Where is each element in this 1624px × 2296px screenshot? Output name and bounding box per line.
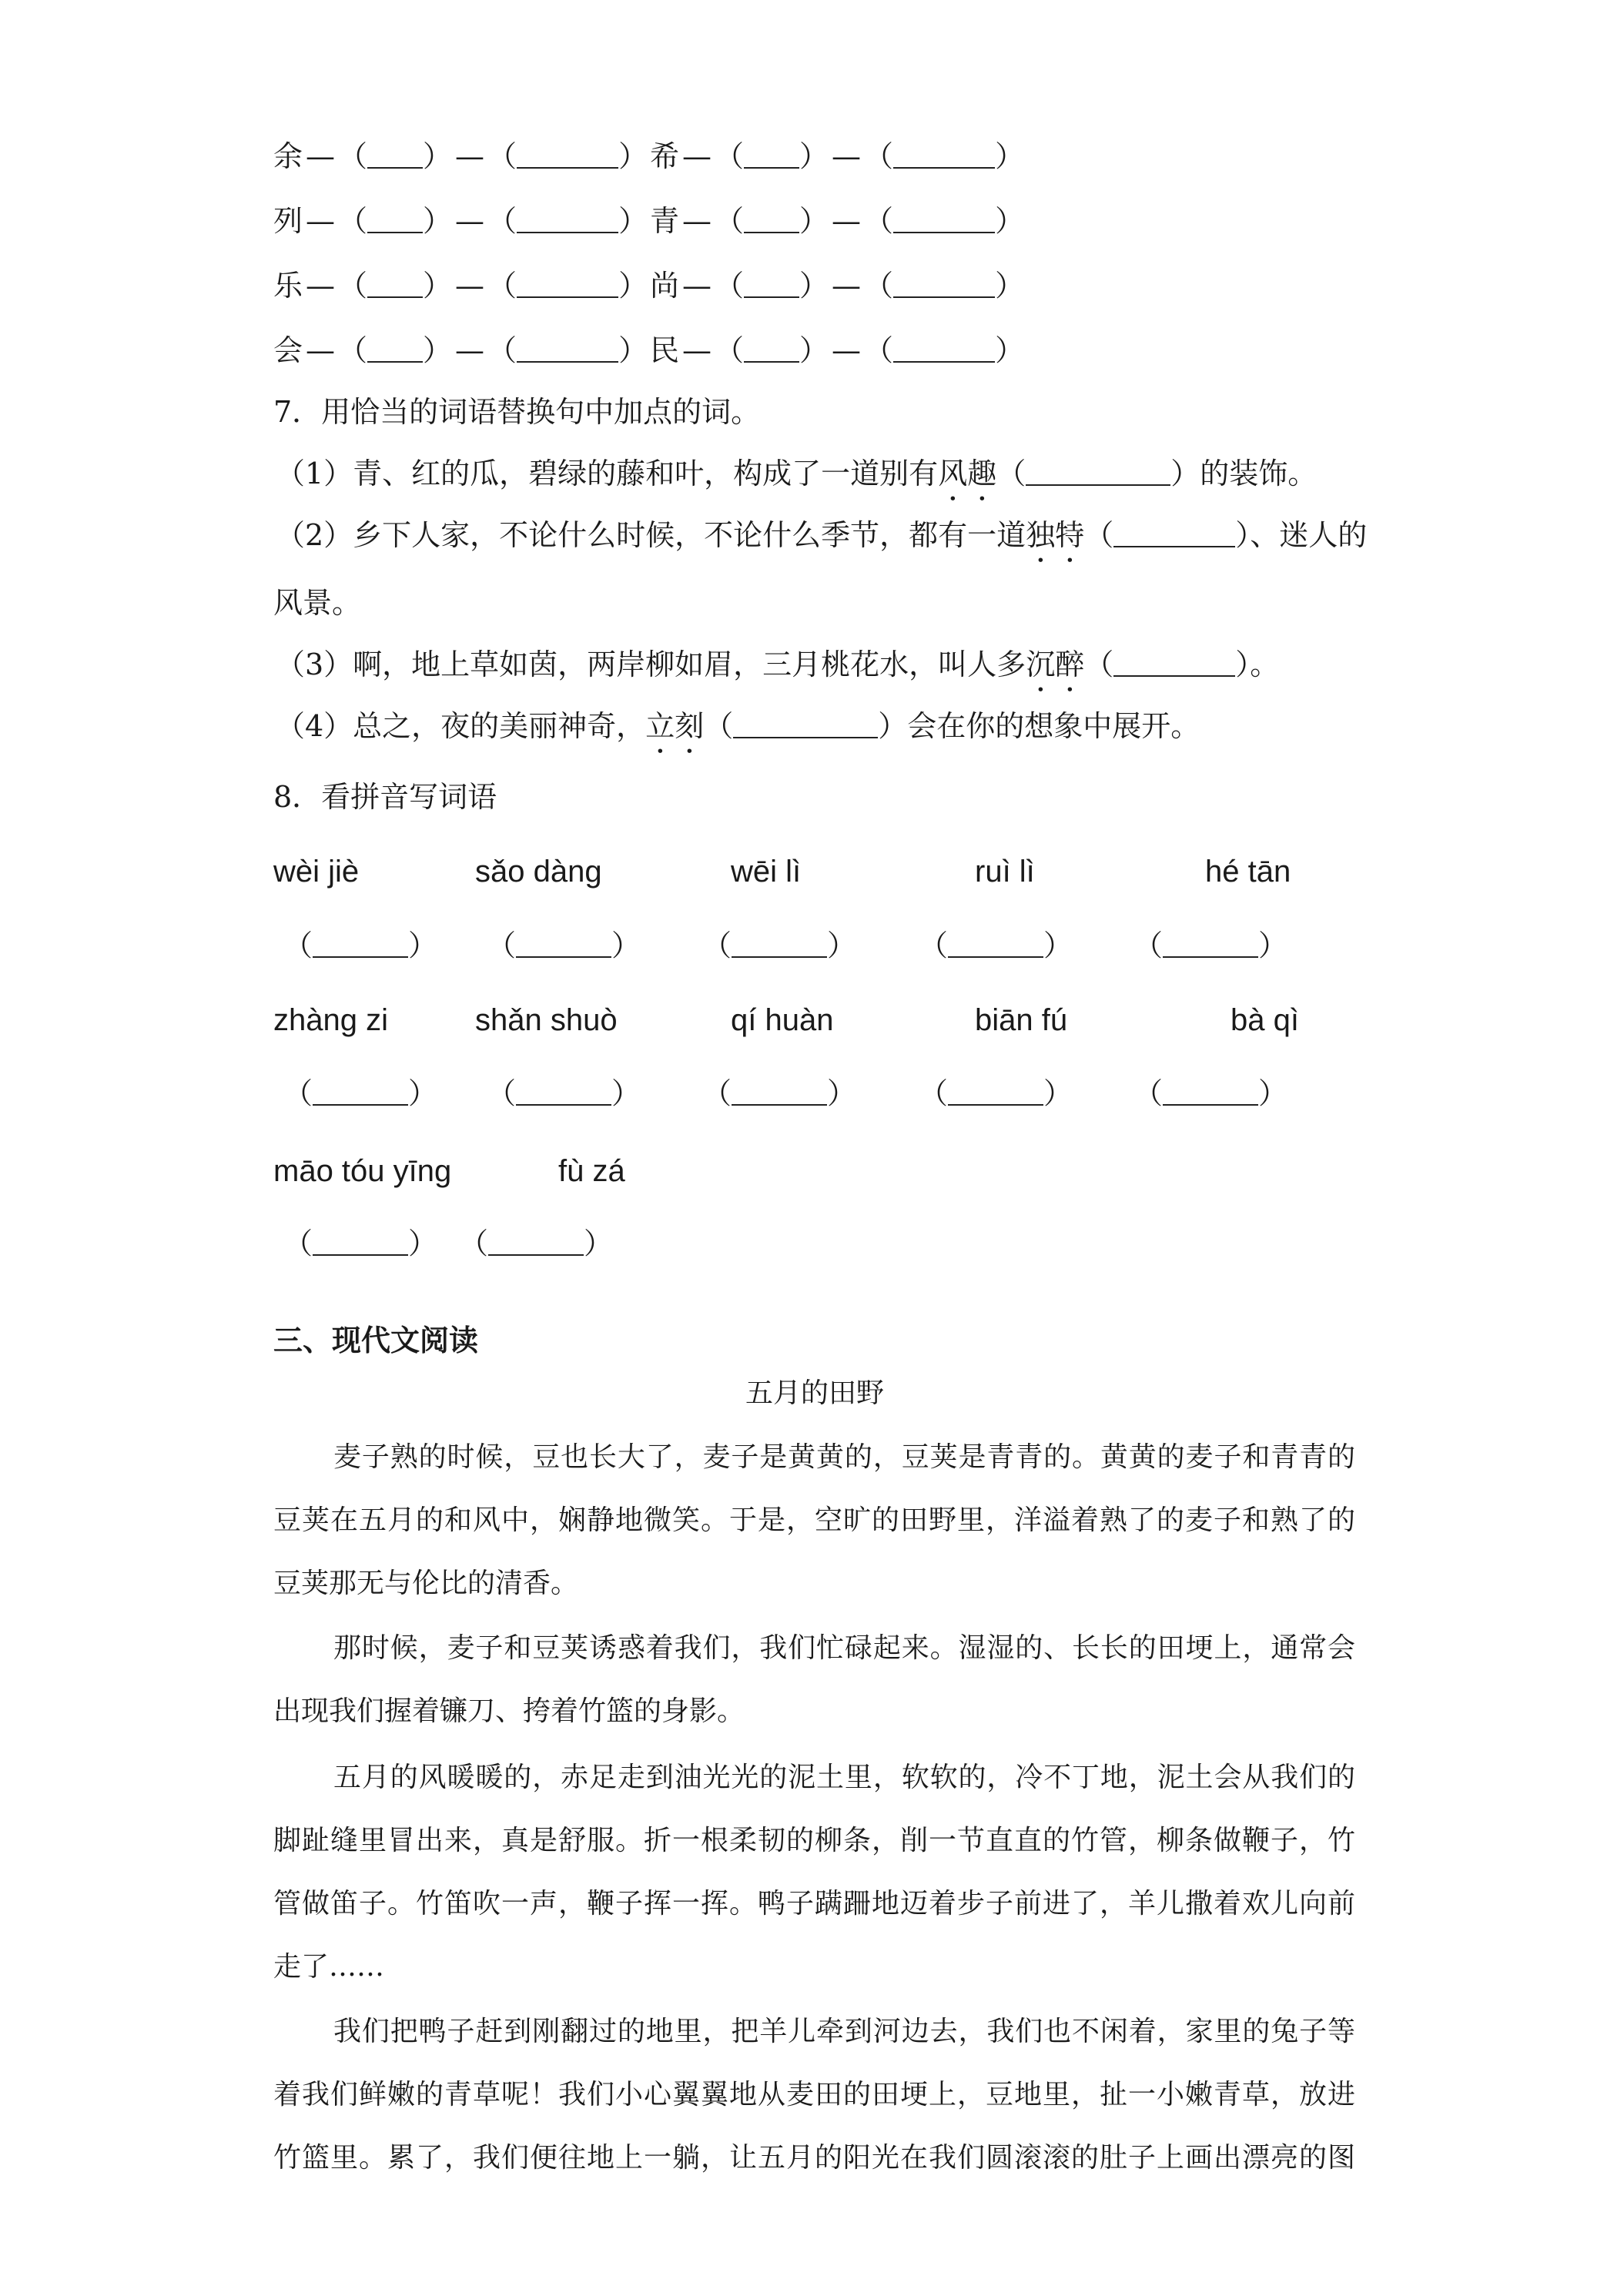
close-paren: ） xyxy=(827,1076,857,1110)
close-paren: ） xyxy=(995,269,1025,303)
word-group-item xyxy=(650,333,1024,367)
paragraph-line: 走了…… xyxy=(273,1951,385,1983)
answer-blank[interactable] xyxy=(517,333,618,363)
answer-blank[interactable] xyxy=(367,269,423,298)
word-group-item xyxy=(273,139,648,173)
close-paren: ） xyxy=(618,204,648,238)
dash: — xyxy=(455,204,485,238)
open-paren: （ xyxy=(487,139,517,173)
answer-box xyxy=(283,1227,437,1260)
answer-box xyxy=(487,929,641,962)
word-group-char: 余 xyxy=(273,139,303,173)
close-paren: ） xyxy=(995,204,1025,238)
answer-blank[interactable] xyxy=(948,1076,1043,1106)
emphasized-word: 风趣 xyxy=(938,457,997,490)
open-paren: （ xyxy=(715,333,745,367)
q7-item xyxy=(276,518,1367,552)
pinyin-prompt: hé tān xyxy=(1205,855,1291,889)
word-group-char: 青 xyxy=(650,204,680,238)
sentence-text: （4）总之，夜的美丽神奇， xyxy=(276,709,646,743)
answer-box xyxy=(702,929,856,962)
close-paren: ） xyxy=(1258,929,1288,962)
pinyin-prompt: bà qì xyxy=(1231,1003,1299,1037)
word-group-item xyxy=(650,269,1024,303)
word-group-char: 希 xyxy=(650,139,680,173)
open-paren: （ xyxy=(487,204,517,238)
word-group-item xyxy=(273,204,648,238)
answer-blank[interactable] xyxy=(488,1227,584,1256)
answer-box xyxy=(1133,1076,1287,1110)
open-paren: （ xyxy=(715,139,745,173)
close-paren: ） xyxy=(423,139,453,173)
word-group-item xyxy=(650,139,1024,173)
dash: — xyxy=(832,269,862,303)
dash: — xyxy=(306,333,336,367)
paragraph-line: 五月的风暖暖的，赤足走到油光光的泥土里，软软的，冷不丁地，泥土会从我们的 xyxy=(333,1762,1355,1793)
open-paren: （ xyxy=(704,709,734,743)
word-group-char: 列 xyxy=(273,204,303,238)
close-paren: ） xyxy=(584,1227,614,1260)
paragraph-line: 出现我们握着镰刀、挎着竹篮的身影。 xyxy=(273,1695,745,1727)
answer-blank[interactable] xyxy=(733,709,878,738)
paragraph-line: 管做笛子。竹笛吹一声，鞭子挥一挥。鸭子蹒跚地迈着步子前进了，羊儿撒着欢儿向前 xyxy=(273,1888,1355,1919)
close-paren: ） xyxy=(1043,1076,1073,1110)
open-paren: （ xyxy=(1133,1076,1164,1110)
q7-item xyxy=(276,709,1200,743)
answer-box xyxy=(1133,929,1287,962)
answer-blank[interactable] xyxy=(893,204,995,233)
answer-blank[interactable] xyxy=(313,1227,408,1256)
open-paren: （ xyxy=(919,929,949,962)
word-group-item xyxy=(273,333,648,367)
paragraph-line: 麦子熟的时候，豆也长大了，麦子是黄黄的，豆荚是青青的。黄黄的麦子和青青的 xyxy=(333,1441,1355,1473)
sentence-text: ）的装饰。 xyxy=(1170,457,1318,490)
paragraph-line: 竹篮里。累了，我们便往地上一躺，让五月的阳光在我们圆滚滚的肚子上画出漂亮的图 xyxy=(273,2142,1355,2174)
sentence-text: ）、迷人的 xyxy=(1235,518,1368,552)
open-paren: （ xyxy=(487,333,517,367)
dash: — xyxy=(682,139,712,173)
sentence-text: ）会在你的想象中展开。 xyxy=(878,709,1200,743)
q7-item-continuation: 风景。 xyxy=(273,586,362,620)
open-paren: （ xyxy=(1084,518,1114,552)
close-paren: ） xyxy=(1043,929,1073,962)
close-paren: ） xyxy=(799,333,829,367)
paragraph-line: 脚趾缝里冒出来，真是舒服。折一根柔韧的柳条，削一节直直的竹管，柳条做鞭子，竹 xyxy=(273,1825,1355,1856)
close-paren: ） xyxy=(827,929,857,962)
close-paren: ） xyxy=(799,139,829,173)
section-heading: 三、现代文阅读 xyxy=(273,1323,479,1357)
answer-blank[interactable] xyxy=(313,929,408,958)
dash: — xyxy=(682,269,712,303)
pinyin-prompt: fù zá xyxy=(558,1154,625,1188)
open-paren: （ xyxy=(283,1227,313,1260)
open-paren: （ xyxy=(487,1076,517,1110)
close-paren: ） xyxy=(408,1076,438,1110)
answer-blank[interactable] xyxy=(893,269,995,298)
question-title: 7．用恰当的词语替换句中加点的词。 xyxy=(273,395,761,429)
paragraph-line: 豆荚在五月的和风中，娴静地微笑。于是，空旷的田野里，洋溢着熟了的麦子和熟了的 xyxy=(273,1504,1355,1536)
sentence-text: （1）青、红的瓜，碧绿的藤和叶，构成了一道别有 xyxy=(276,457,939,490)
close-paren: ） xyxy=(618,269,648,303)
answer-blank[interactable] xyxy=(744,139,799,169)
answer-box xyxy=(487,1076,641,1110)
close-paren: ） xyxy=(799,269,829,303)
open-paren: （ xyxy=(715,269,745,303)
sentence-text: （2）乡下人家，不论什么时候，不论什么季节，都有一道 xyxy=(276,518,1026,552)
close-paren: ） xyxy=(618,333,648,367)
answer-blank[interactable] xyxy=(1163,929,1258,958)
open-paren: （ xyxy=(459,1227,489,1260)
pinyin-prompt: wèi jiè xyxy=(273,855,360,889)
dash: — xyxy=(682,333,712,367)
pinyin-prompt: sǎo dàng xyxy=(475,855,602,889)
answer-blank[interactable] xyxy=(744,269,799,298)
sentence-text: ）。 xyxy=(1235,648,1280,681)
paragraph-line: 着我们鲜嫩的青草呢！我们小心翼翼地从麦田的田埂上，豆地里，扯一小嫩青草，放进 xyxy=(273,2079,1355,2110)
open-paren: （ xyxy=(283,929,313,962)
open-paren: （ xyxy=(338,269,368,303)
close-paren: ） xyxy=(995,333,1025,367)
dash: — xyxy=(832,139,862,173)
close-paren: ） xyxy=(611,1076,641,1110)
open-paren: （ xyxy=(702,1076,732,1110)
word-group-item xyxy=(273,269,648,303)
answer-blank[interactable] xyxy=(517,204,618,233)
answer-blank[interactable] xyxy=(732,929,827,958)
open-paren: （ xyxy=(864,204,894,238)
answer-box xyxy=(919,929,1073,962)
dash: — xyxy=(306,204,336,238)
answer-box xyxy=(702,1076,856,1110)
word-group-char: 会 xyxy=(273,333,303,367)
open-paren: （ xyxy=(702,929,732,962)
answer-blank[interactable] xyxy=(744,333,799,363)
word-group-char: 民 xyxy=(650,333,680,367)
answer-blank[interactable] xyxy=(367,139,423,169)
pinyin-prompt: zhàng zi xyxy=(273,1003,388,1037)
paragraph-line: 那时候，麦子和豆荚诱惑着我们，我们忙碌起来。湿湿的、长长的田埂上，通常会 xyxy=(333,1632,1355,1664)
open-paren: （ xyxy=(864,139,894,173)
open-paren: （ xyxy=(487,929,517,962)
open-paren: （ xyxy=(1133,929,1164,962)
word-group-char: 乐 xyxy=(273,269,303,303)
dash: — xyxy=(455,139,485,173)
close-paren: ） xyxy=(408,929,438,962)
emphasized-word: 独特 xyxy=(1026,518,1085,552)
answer-blank[interactable] xyxy=(516,929,611,958)
answer-blank[interactable] xyxy=(367,204,423,233)
answer-blank[interactable] xyxy=(744,204,799,233)
open-paren: （ xyxy=(487,269,517,303)
answer-blank[interactable] xyxy=(313,1076,408,1106)
dash: — xyxy=(455,333,485,367)
dash: — xyxy=(682,204,712,238)
passage-title: 五月的田野 xyxy=(745,1377,884,1409)
pinyin-prompt: ruì lì xyxy=(975,855,1035,889)
answer-blank[interactable] xyxy=(367,333,423,363)
open-paren: （ xyxy=(715,204,745,238)
close-paren: ） xyxy=(423,204,453,238)
q7-item xyxy=(276,457,1317,490)
open-paren: （ xyxy=(864,333,894,367)
dash: — xyxy=(306,139,336,173)
answer-blank[interactable] xyxy=(893,333,995,363)
answer-blank[interactable] xyxy=(1113,648,1235,677)
answer-blank[interactable] xyxy=(732,1076,827,1106)
dash: — xyxy=(832,333,862,367)
emphasized-word: 沉醉 xyxy=(1026,648,1085,681)
close-paren: ） xyxy=(1258,1076,1288,1110)
dash: — xyxy=(455,269,485,303)
open-paren: （ xyxy=(1084,648,1114,681)
answer-blank[interactable] xyxy=(893,139,995,169)
paragraph-line: 我们把鸭子赶到刚翻过的地里，把羊儿牵到河边去，我们也不闲着，家里的兔子等 xyxy=(333,2016,1355,2047)
answer-blank[interactable] xyxy=(1113,518,1235,547)
answer-blank[interactable] xyxy=(1163,1076,1258,1106)
pinyin-prompt: biān fú xyxy=(975,1003,1068,1037)
answer-box xyxy=(459,1227,613,1260)
close-paren: ） xyxy=(423,333,453,367)
pinyin-prompt: māo tóu yīng xyxy=(273,1154,452,1188)
open-paren: （ xyxy=(338,139,368,173)
answer-blank[interactable] xyxy=(517,269,618,298)
word-group-item xyxy=(650,204,1024,238)
open-paren: （ xyxy=(996,457,1026,490)
close-paren: ） xyxy=(995,139,1025,173)
dash: — xyxy=(306,269,336,303)
close-paren: ） xyxy=(423,269,453,303)
pinyin-prompt: qí huàn xyxy=(731,1003,834,1037)
question-title: 8．看拼音写词语 xyxy=(273,780,497,814)
answer-blank[interactable] xyxy=(948,929,1043,958)
answer-blank[interactable] xyxy=(517,139,618,169)
close-paren: ） xyxy=(611,929,641,962)
q7-item xyxy=(276,648,1279,681)
paragraph-line: 豆荚那无与伦比的清香。 xyxy=(273,1568,579,1599)
word-group-char: 尚 xyxy=(650,269,680,303)
open-paren: （ xyxy=(338,333,368,367)
answer-blank[interactable] xyxy=(1026,457,1170,486)
close-paren: ） xyxy=(618,139,648,173)
answer-box xyxy=(283,1076,437,1110)
answer-blank[interactable] xyxy=(516,1076,611,1106)
open-paren: （ xyxy=(919,1076,949,1110)
answer-box xyxy=(919,1076,1073,1110)
open-paren: （ xyxy=(864,269,894,303)
open-paren: （ xyxy=(338,204,368,238)
answer-box xyxy=(283,929,437,962)
dash: — xyxy=(832,204,862,238)
open-paren: （ xyxy=(283,1076,313,1110)
pinyin-prompt: shǎn shuò xyxy=(475,1003,618,1037)
close-paren: ） xyxy=(408,1227,438,1260)
close-paren: ） xyxy=(799,204,829,238)
pinyin-prompt: wēi lì xyxy=(731,855,802,889)
emphasized-word: 立刻 xyxy=(645,709,705,743)
sentence-text: （3）啊，地上草如茵，两岸柳如眉，三月桃花水，叫人多 xyxy=(276,648,1026,681)
